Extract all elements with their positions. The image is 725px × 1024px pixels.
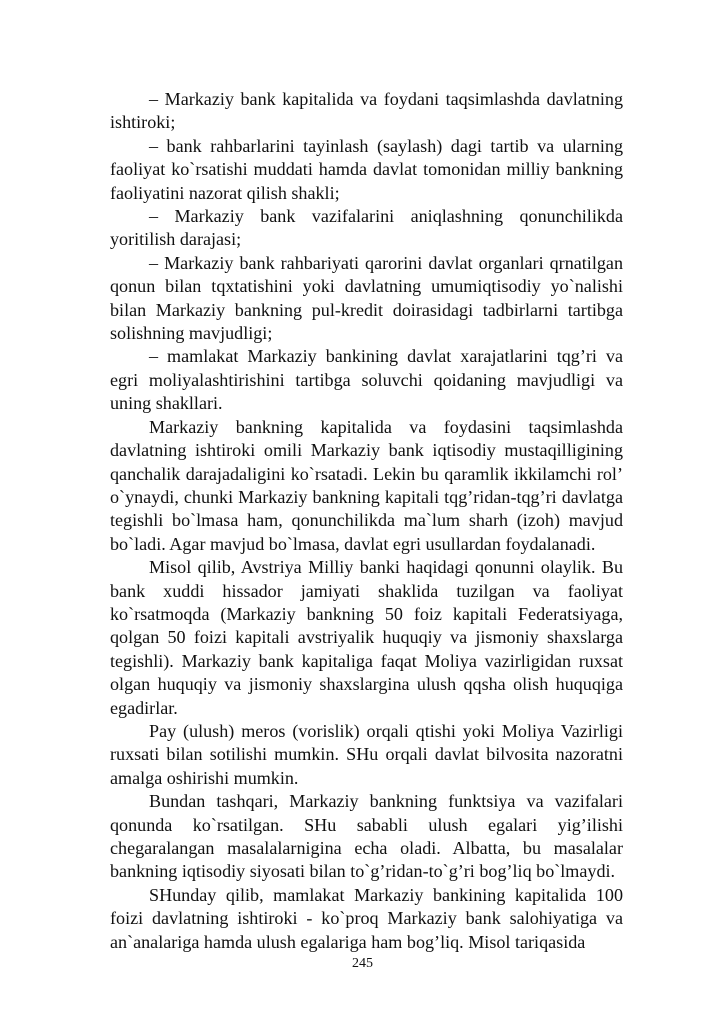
paragraph-capital-profit: Markaziy bankning kapitalida va foydasini taqsimlashda davlatning ishtiroki omili Markaziy bank iqtisodiy mustaqilligining qanchalik darajadaligini ko`rsatadi. Lekin bu qaramlik ikkilamchi rol’ o`ynaydi, chunki Markaziy bankning kapitali tqg’ridan-tqg’ri davlatga tegishli bo`lmasa ham, qonunchilikda ma`lum sharh (izoh) mavjud bo`ladi. Agar mavjud bo`lmasa, davlat egri usullardan foydalanadi. xyxy=(110,416,623,554)
paragraph-share-inheritance: Pay (ulush) meros (vorislik) orqali qtishi yoki Moliya Vazirligi ruxsati bilan sotilishi mumkin. SHu orqali davlat bilvosita nazoratni amalga oshirishi mumkin. xyxy=(110,720,623,788)
list-item-expenditure-financing: – mamlakat Markaziy bankining davlat xarajatlarini tqg’ri va egri moliyalashtirishini tartibga soluvchi qoidaning mavjudligi va uning shakllari. xyxy=(110,346,623,414)
paragraph-austria-example: Misol qilib, Avstriya Milliy banki haqidagi qonunni olaylik. Bu bank xuddi hissador jamiyati shaklida tuzilgan va faoliyat ko`rsatmoqda (Markaziy bankning 50 foiz kapitali Federatsiyaga, qolgan 50 foizi kapitali avstriyalik huquqiy va jismoniy shaxslarga tegishli). Markaziy bank kapitaliga faqat Moliya vazirligidan ruxsat olgan huquqiy va jismoniy shaxslargina ulush qqsha olish huquqiga egadirlar. xyxy=(110,557,623,718)
paragraph-conclusion: SHunday qilib, mamlakat Markaziy bankining kapitalida 100 foizi davlatning ishtiroki - ko`proq Markaziy bank salohiyatiga va an`analariga hamda ulush egalariga ham bog’liq. Misol tariqasida xyxy=(110,884,623,952)
body-text xyxy=(110,88,623,954)
list-item-legislative-coverage: – Markaziy bank vazifalarini aniqlashning qonunchilikda yoritilish darajasi; xyxy=(110,206,623,250)
list-item-decision-suspension: – Markaziy bank rahbariyati qarorini davlat organlari qrnatilgan qonun bilan tqxtatishini yoki davlatning umumiqtisodiy yo`nalishi bilan Markaziy bankning pul-kredit doirasidagi tadbirlarni tartibga solishning mavjudligi; xyxy=(110,252,623,344)
list-item-leadership-appointment: – bank rahbarlarini tayinlash (saylash) dagi tartib va ularning faoliyat ko`rsatishi muddati hamda davlat tomonidan milliy bankning faoliyatini nazorat qilish shakli; xyxy=(110,135,623,203)
page-number: 245 xyxy=(352,956,373,971)
list-item-state-participation: – Markaziy bank kapitalida va foydani taqsimlashda davlatning ishtiroki; xyxy=(110,89,623,133)
paragraph-functions-law: Bundan tashqari, Markaziy bankning funktsiya va vazifalari qonunda ko`rsatilgan. SHu sababli ulush egalari yig’ilishi chegaralangan masalalarnigina echa oladi. Albatta, bu masalalar bankning iqtisodiy siyosati bilan to`g’ridan-to`g’ri bog’liq bo`lmaydi. xyxy=(110,791,623,882)
